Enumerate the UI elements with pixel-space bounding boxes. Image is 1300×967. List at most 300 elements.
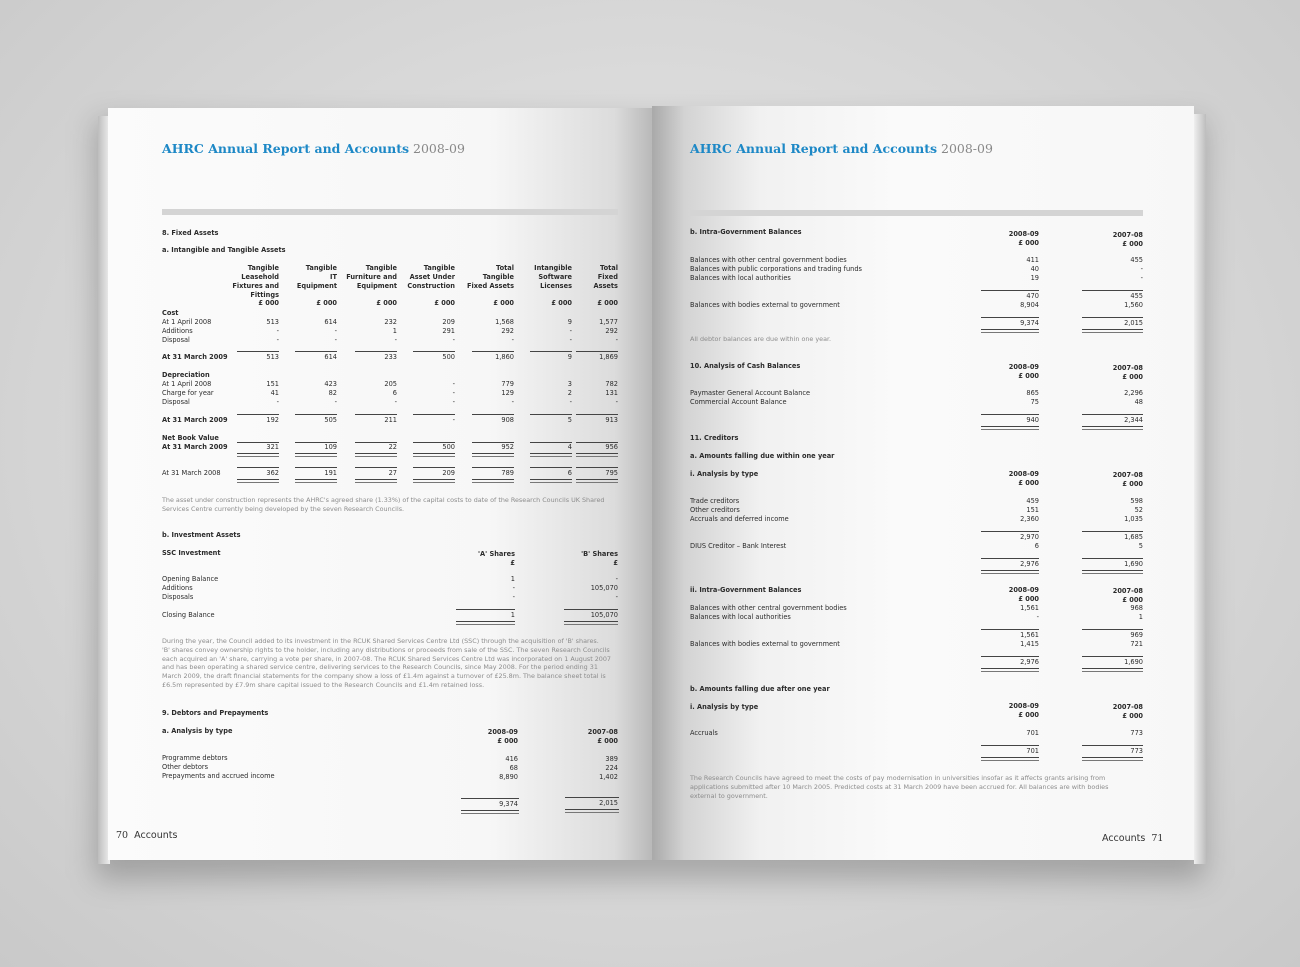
cell-value: 131 [605,389,618,397]
row-label: Cost [162,309,179,317]
row-label: At 1 April 2008 [162,318,212,326]
column-header: 2007-08 [1112,703,1143,711]
cell-value: 701 [1026,729,1039,737]
subtotal-rule [1082,414,1143,415]
page-edges-right [1194,114,1206,864]
subtotal-rule [413,467,455,468]
subtotal-rule [981,531,1039,532]
subtotal-rule [237,414,279,415]
subtotal-rule [1082,317,1143,318]
total-double-rule [530,479,572,483]
cell-value: 513 [266,353,279,361]
cell-value: 913 [605,416,618,424]
subtotal-rule [295,467,337,468]
cell-value: 6 [567,469,572,477]
cell-value: 52 [1134,506,1143,514]
subtotal-rule [981,290,1039,291]
subsection-title: a. Intangible and Tangible Assets [162,246,286,254]
column-header: Leasehold [241,273,279,281]
column-header: £ 000 [1122,240,1143,248]
column-header: £ 000 [1122,373,1143,381]
column-header: £ 000 [376,299,397,307]
column-header: 2008-09 [1008,363,1039,371]
column-header: 2007-08 [1112,587,1143,595]
total-double-rule [413,479,455,483]
column-header: 'A' Shares [478,550,515,558]
subtotal-rule [530,467,572,468]
row-label: Balances with local authorities [690,613,791,621]
subtotal-value: 2,344 [1124,416,1143,424]
cell-value: 82 [328,389,337,397]
subtotal-rule [530,351,572,352]
column-header: £ 000 [551,299,572,307]
cell-value: 75 [1030,398,1039,406]
column-header: £ 000 [1018,372,1039,380]
subtotal-rule [565,797,619,798]
total-double-rule [564,621,618,625]
column-header: Intangible [534,264,572,272]
row-label: Charge for year [162,389,214,397]
subtotal-rule [576,442,618,443]
cell-value: 151 [1026,506,1039,514]
cell-value: 4 [567,443,572,451]
cell-value: 795 [605,469,618,477]
subtotal-rule [413,414,455,415]
subtotal-value: 2,976 [1020,560,1039,568]
column-header: Licenses [540,282,572,290]
total-double-rule [355,479,397,483]
column-header: Tangible [365,264,397,272]
column-header: 2007-08 [1112,364,1143,372]
column-header: 2008-09 [1008,702,1039,710]
subtotal-rule [472,414,514,415]
cell-value: 68 [509,764,518,772]
column-header: 2007-08 [587,728,618,736]
row-label: Additions [162,584,193,592]
cell-value: - [1036,613,1039,621]
investment-note: During the year, the Council added to its investment in the RCUK Shared Services Centre Ltd (SSC) through the acquisition of 'B' shares. 'B' shares convey ownership rights to the holder, including any distributions or proceeds from sale of the SSC. The seven Research Councils each acquired an 'A' share, carrying a vote per share, in 2007-08. The RCUK Shared Services Centre Ltd was incorporated on 1 August 2007 and has been operating a shared service centre, delivering services to the Research Councils, since May 2008. For the period ending 31 March 2009, the draft financial statements for the company show a loss of £1.4m against a turnover of £25.8m. The balance sheet total is £6.5m represented by £7.9m share capital issued to the Research Councils and £1.4m retained loss. [162,637,612,689]
section-title: 11. Creditors [690,434,739,442]
column-header: £ 000 [1018,479,1039,487]
row-label: Balances with bodies external to government [690,640,840,648]
row-label: Commercial Account Balance [690,398,787,406]
total-double-rule [355,453,397,457]
subsection-title: a. Amounts falling due within one year [690,452,835,460]
subtotal-rule [1082,745,1143,746]
cell-value: 423 [324,380,337,388]
cell-value: 1,869 [599,353,618,361]
section-title: 9. Debtors and Prepayments [162,709,269,717]
subtotal-value: 2,976 [1020,658,1039,666]
row-label: Additions [162,327,193,335]
cell-value: - [334,327,337,335]
cell-value: - [511,398,514,406]
subsection-title: a. Analysis by type [162,727,233,735]
fixed-assets-note: The asset under construction represents the AHRC's agreed share (1.33%) of the capital costs to date of the Research Councils UK Shared Services Centre currently being developed by the seven Research Councils. [162,496,605,513]
column-header: Construction [407,282,455,290]
column-header: 2007-08 [1112,471,1143,479]
column-header: £ 000 [258,299,279,307]
cell-value: 224 [605,764,618,772]
row-label: At 31 March 2009 [162,443,228,451]
total-double-rule [981,329,1039,333]
cell-value: - [1140,265,1143,273]
subtotal-rule [413,442,455,443]
row-label: At 31 March 2009 [162,353,228,361]
cell-value: 2,296 [1124,389,1143,397]
subtotal-rule [472,442,514,443]
cell-value: 416 [505,755,518,763]
row-label: Disposal [162,336,190,344]
column-header: 2008-09 [1008,230,1039,238]
cell-value: 1,577 [599,318,618,326]
cell-value: 40 [1030,265,1039,273]
total-double-rule [237,453,279,457]
column-header: IT [330,273,337,281]
column-header: Total [599,264,618,272]
row-label: Disposals [162,593,194,601]
column-header: £ 000 [1018,711,1039,719]
column-header: Tangible [482,273,514,281]
page-number: 71 [1151,833,1164,844]
cell-value: 1,035 [1124,515,1143,523]
section-title: 8. Fixed Assets [162,229,219,237]
subtotal-rule [456,609,515,610]
subtotal-rule [981,656,1039,657]
total-double-rule [472,479,514,483]
subsection-title: b. Amounts falling due after one year [690,685,830,693]
subtotal-rule [530,414,572,415]
subtotal-rule [295,442,337,443]
subtotal-rule [295,351,337,352]
subtotal-value: 1,690 [1124,560,1143,568]
column-header: £ 000 [597,737,618,745]
cell-value: 209 [442,469,455,477]
column-header: Equipment [296,282,337,290]
subtotal-rule [576,414,618,415]
total-double-rule [981,570,1039,574]
cell-value: - [512,593,515,601]
cell-value: 614 [324,353,337,361]
cell-value: 291 [442,327,455,335]
column-header: Fixed Assets [466,282,514,290]
cell-value: 232 [384,318,397,326]
cell-value: - [334,336,337,344]
cell-value: - [615,575,618,583]
total-double-rule [576,453,618,457]
debtor-note: All debtor balances are due within one year. [690,335,832,343]
cell-value: 19 [1030,274,1039,282]
cell-value: 292 [501,327,514,335]
cell-value: 27 [388,469,397,477]
subtotal-value: 455 [1130,292,1143,300]
column-header: £ 000 [1122,596,1143,604]
cell-value: 614 [324,318,337,326]
total-double-rule [237,479,279,483]
total-double-rule [565,809,619,813]
subtotal-rule [1082,656,1143,657]
cell-value: 6 [392,389,397,397]
cell-value: 459 [1026,497,1039,505]
row-label: Balances with other central government bodies [690,256,847,264]
column-header: 2008-09 [1008,470,1039,478]
cell-value: 151 [266,380,279,388]
row-label: DIUS Creditor – Bank Interest [690,542,787,550]
column-header: Fixed [597,273,618,281]
column-header: 'B' Shares [581,550,618,558]
cell-value: 1 [392,327,397,335]
total-double-rule [413,453,455,457]
cell-value: 2,360 [1020,515,1039,523]
column-header: Equipment [356,282,397,290]
cell-value: 233 [384,353,397,361]
column-header: £ 000 [1122,480,1143,488]
cell-value: 9 [567,318,572,326]
cell-value: 6 [1034,542,1039,550]
cell-value: 22 [388,443,397,451]
cell-value: 41 [270,389,279,397]
subsection-title: b. Intra-Government Balances [690,228,802,236]
cell-value: - [276,336,279,344]
cell-value: 513 [266,318,279,326]
cell-value: 1,415 [1020,640,1039,648]
column-header: £ 000 [316,299,337,307]
table-label: SSC Investment [162,549,221,557]
subtotal-rule [355,442,397,443]
subtotal-rule [981,745,1039,746]
subtotal-rule [564,609,618,610]
page-footer [116,830,177,841]
creditors-note: The Research Councils have agreed to meet the costs of pay modernisation in universities insofar as it affects grants arising from applications submitted after 10 March 2005. Predicted costs at 31 March 2009 have been accrued for. All balances are with bodies external to government. [690,774,1109,800]
column-header: Asset Under [409,273,455,281]
cell-value: 292 [605,327,618,335]
cell-value: - [276,327,279,335]
subtotal-rule [355,467,397,468]
cell-value: 789 [501,469,514,477]
row-label: Balances with other central government bodies [690,604,847,612]
cell-value: 105,070 [590,584,618,592]
page-header [690,141,993,156]
cell-value: 956 [605,443,618,451]
column-header: Tangible [247,264,279,272]
row-label: Other creditors [690,506,740,514]
cell-value: 779 [501,380,514,388]
column-header: 2008-09 [1008,586,1039,594]
column-header: £ 000 [597,299,618,307]
total-double-rule [576,479,618,483]
total-double-rule [456,621,515,625]
cell-value: - [615,336,618,344]
cell-value: 598 [1130,497,1143,505]
left-page [108,108,652,860]
cell-value: 5 [1138,542,1143,550]
cell-value: - [615,398,618,406]
cell-value: 773 [1130,729,1143,737]
cell-value: 1 [1138,613,1143,621]
subtotal-rule [576,467,618,468]
subtotal-rule [1082,290,1143,291]
row-label: Opening Balance [162,575,219,583]
column-header: £ 000 [493,299,514,307]
cell-value: - [452,336,455,344]
subtotal-rule [530,442,572,443]
subtotal-value: 1,685 [1124,533,1143,541]
row-label: Programme debtors [162,754,228,762]
subsection-title: i. Analysis by type [690,470,759,478]
total-double-rule [530,453,572,457]
cell-value: 500 [442,443,455,451]
column-header: £ 000 [434,299,455,307]
total-value: 9,374 [499,800,518,808]
column-header: Furniture and [346,273,397,281]
total-double-rule [295,453,337,457]
row-label: Net Book Value [162,434,219,442]
subtotal-value: 2,015 [1124,319,1143,327]
cell-value: - [511,336,514,344]
subtotal-rule [981,414,1039,415]
cell-value: - [615,593,618,601]
cell-value: 321 [266,443,279,451]
subsection-title: b. Investment Assets [162,531,241,539]
cell-value: 455 [1130,256,1143,264]
subtotal-rule [1082,558,1143,559]
subtotal-rule [472,467,514,468]
row-label: Balances with local authorities [690,274,791,282]
cell-value: 129 [501,389,514,397]
row-label: Accruals [690,729,718,737]
cell-value: - [452,380,455,388]
row-label: At 31 March 2008 [162,469,221,477]
cell-value: - [334,398,337,406]
subtotal-rule [237,467,279,468]
column-header: £ 000 [1122,712,1143,720]
total-double-rule [295,479,337,483]
subtotal-value: 969 [1130,631,1143,639]
subtotal-value: 470 [1026,292,1039,300]
row-label: Depreciation [162,371,210,379]
total-double-rule [1082,570,1143,574]
cell-value: 721 [1130,640,1143,648]
cell-value: - [569,327,572,335]
cell-value: 908 [501,416,514,424]
column-header: Fixtures and [232,282,279,290]
cell-value: 105,070 [590,611,618,619]
subtotal-rule [413,351,455,352]
cell-value: 952 [501,443,514,451]
cell-value: 211 [384,416,397,424]
column-header: Total [495,264,514,272]
cell-value: 9 [567,353,572,361]
subtotal-value: 940 [1026,416,1039,424]
total-double-rule [472,453,514,457]
cell-value: 1,568 [495,318,514,326]
cell-value: 48 [1134,398,1143,406]
subtotal-rule [472,351,514,352]
total-double-rule [981,668,1039,672]
subtotal-rule [576,351,618,352]
subsection-title: i. Analysis by type [690,703,759,711]
cell-value: 205 [384,380,397,388]
subtotal-value: 9,374 [1020,319,1039,327]
subtotal-rule [1082,629,1143,630]
subtotal-rule [237,442,279,443]
cell-value: 3 [567,380,572,388]
cell-value: 8,904 [1020,301,1039,309]
cell-value: 1 [510,611,515,619]
total-double-rule [1082,426,1143,430]
cell-value: 865 [1026,389,1039,397]
cell-value: - [394,336,397,344]
cell-value: 191 [324,469,337,477]
column-header: 2007-08 [1112,231,1143,239]
row-label: Prepayments and accrued income [162,772,275,780]
cell-value: 500 [442,353,455,361]
cell-value: - [276,398,279,406]
header-rule [690,210,1143,216]
cell-value: 5 [567,416,572,424]
cell-value: - [569,336,572,344]
page-number: 70 [116,830,129,841]
cell-value: - [512,584,515,592]
row-label: Balances with public corporations and trading funds [690,265,862,273]
footer-label: Accounts [1102,833,1146,844]
row-label: Other debtors [162,763,209,771]
cell-value: 389 [605,755,618,763]
subtotal-rule [355,414,397,415]
total-double-rule [1082,668,1143,672]
cell-value: 1,561 [1020,604,1039,612]
column-header: Tangible [305,264,337,272]
column-header: £ [613,559,618,567]
column-header: Tangible [423,264,455,272]
subtotal-rule [981,629,1039,630]
page-footer [1102,833,1163,844]
page-header [162,141,465,156]
header-rule [162,209,618,215]
right-page [652,106,1194,860]
subtotal-value: 1,561 [1020,631,1039,639]
column-header: £ [510,559,515,567]
cell-value: 8,890 [499,773,518,781]
cell-value: - [569,398,572,406]
column-header: Fittings [250,291,279,299]
cell-value: - [1140,274,1143,282]
row-label: Trade creditors [690,497,740,505]
header-year: 2008-09 [941,141,993,156]
cell-value: 1,402 [599,773,618,781]
cell-value: 192 [266,416,279,424]
header-title: AHRC Annual Report and Accounts [690,141,938,156]
subtotal-rule [1082,531,1143,532]
cell-value: 1,860 [495,353,514,361]
row-label: Closing Balance [162,611,215,619]
cell-value: 2 [567,389,572,397]
subtotal-rule [237,351,279,352]
cell-value: 1,560 [1124,301,1143,309]
subtotal-rule [981,317,1039,318]
total-double-rule [1082,329,1143,333]
cell-value: - [452,389,455,397]
subtotal-rule [981,558,1039,559]
cell-value: 411 [1026,256,1039,264]
total-double-rule [981,757,1039,761]
column-header: 2008-09 [487,728,518,736]
cell-value: 1 [510,575,515,583]
cell-value: - [394,398,397,406]
subtotal-value: 773 [1130,747,1143,755]
subtotal-value: 701 [1026,747,1039,755]
section-title: 10. Analysis of Cash Balances [690,362,801,370]
